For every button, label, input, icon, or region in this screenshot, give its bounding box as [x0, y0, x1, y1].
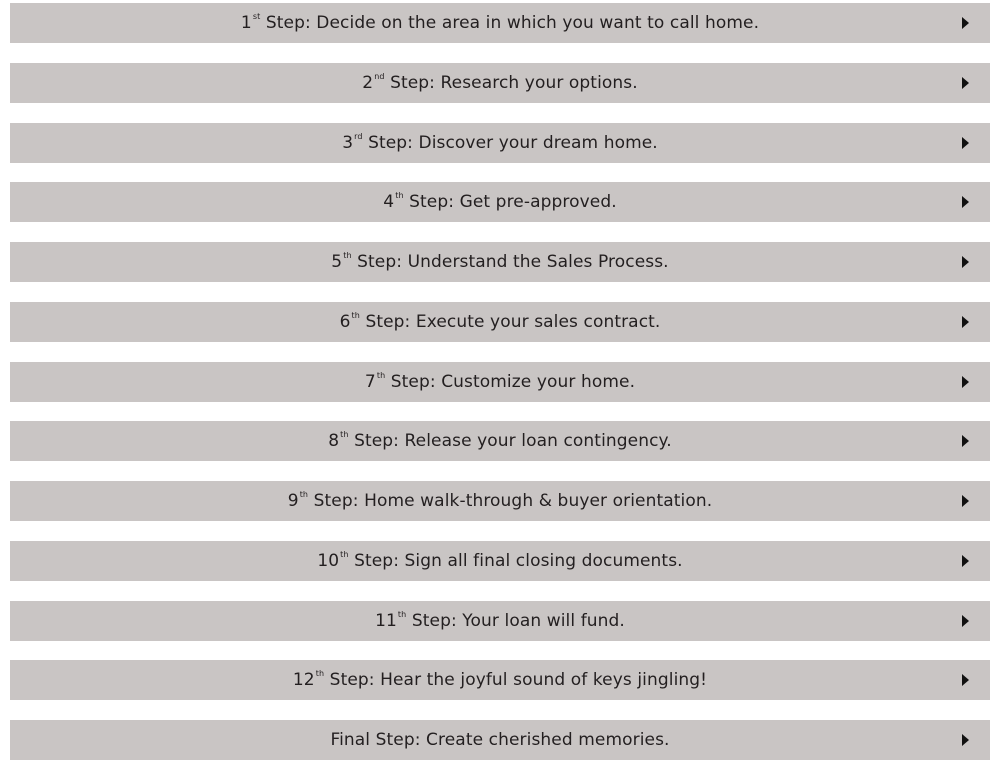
caret-right-icon: [962, 495, 969, 507]
step-label: 5th Step: Understand the Sales Process.: [331, 251, 669, 272]
step-label: 6th Step: Execute your sales contract.: [339, 310, 661, 332]
step-row[interactable]: [10, 362, 990, 402]
step-label: 1st Step: Decide on the area in which you want to call home.: [240, 12, 760, 33]
step-row[interactable]: [10, 421, 990, 461]
step-label: Final Step: Create cherished memories.: [330, 730, 670, 750]
step-label: 11th Step: Your loan will fund.: [375, 609, 625, 631]
step-row[interactable]: [10, 302, 990, 342]
step-label: 10th Step: Sign all final closing documents.: [317, 549, 683, 571]
caret-right-icon: [962, 435, 969, 447]
step-row[interactable]: [10, 481, 990, 521]
step-row[interactable]: [10, 601, 990, 641]
step-label: 3rd Step: Discover your dream home.: [342, 131, 658, 153]
caret-right-icon: [962, 77, 969, 89]
step-label: 7th Step: Customize your home.: [364, 370, 636, 392]
steps-accordion: [10, 3, 990, 760]
step-row[interactable]: [10, 660, 990, 700]
step-label: 12th Step: Hear the joyful sound of keys jingling!: [292, 669, 708, 691]
caret-right-icon: [962, 137, 969, 149]
caret-right-icon: [962, 17, 969, 29]
caret-right-icon: [962, 376, 969, 388]
step-label: 8th Step: Release your loan contingency.: [328, 430, 672, 452]
step-label: 4th Step: Get pre-approved.: [383, 191, 617, 213]
step-label: 9th Step: Home walk-through & buyer orientation.: [287, 490, 713, 511]
step-row[interactable]: [10, 182, 990, 222]
caret-right-icon: [962, 316, 969, 328]
caret-right-icon: [962, 256, 969, 268]
caret-right-icon: [962, 615, 969, 627]
step-row[interactable]: [10, 720, 990, 760]
step-row[interactable]: [10, 3, 990, 43]
caret-right-icon: [962, 555, 969, 567]
step-label: 2nd Step: Research your options.: [362, 71, 638, 93]
caret-right-icon: [962, 674, 969, 686]
caret-right-icon: [962, 196, 969, 208]
step-row[interactable]: [10, 63, 990, 103]
step-row[interactable]: [10, 541, 990, 581]
caret-right-icon: [962, 734, 969, 746]
step-row[interactable]: [10, 123, 990, 163]
step-row[interactable]: [10, 242, 990, 282]
